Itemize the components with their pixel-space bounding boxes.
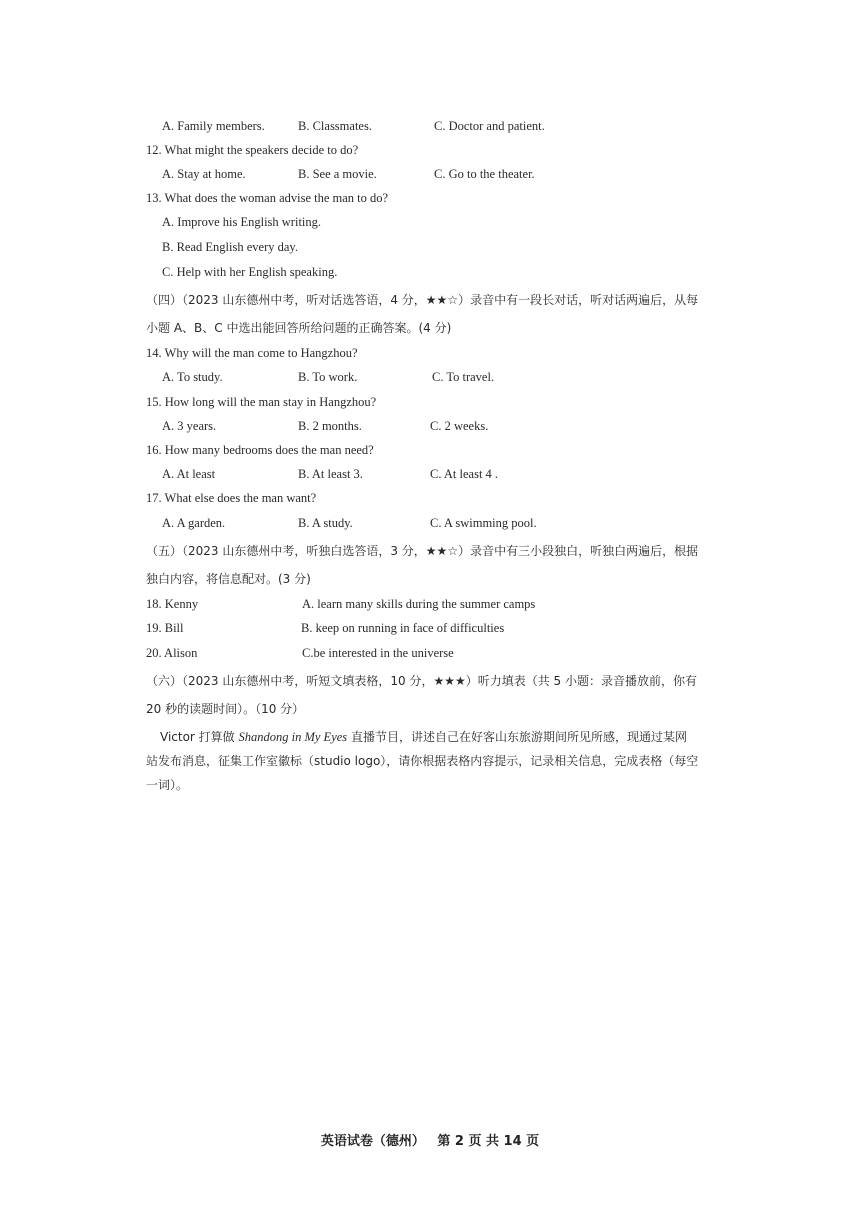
q16-option-b: B. At least 3. <box>298 467 363 481</box>
q12-stem: 12. What might the speakers decide to do? <box>146 143 359 157</box>
q11-option-c: C. Doctor and patient. <box>434 119 545 133</box>
q16-stem: 16. How many bedrooms does the man need? <box>146 443 374 457</box>
q12-option-c: C. Go to the theater. <box>434 167 535 181</box>
q13-stem: 13. What does the woman advise the man to do? <box>146 191 389 205</box>
q15-option-a: A. 3 years. <box>162 419 217 433</box>
passage-line3: 一词）。 <box>146 778 189 792</box>
q11-option-a: A. Family members. <box>162 119 265 133</box>
q15-option-c: C. 2 weeks. <box>430 419 489 433</box>
q14-option-b: B. To work. <box>298 370 358 384</box>
passage-show-title: Shandong in My Eyes <box>238 730 348 744</box>
q12-option-a: A. Stay at home. <box>162 167 246 181</box>
section4-instruction-line1: （四）（2023 山东德州中考，听对话选答语，4 分，★★☆）录音中有一段长对话，听对话两遍后，从每 <box>146 293 699 307</box>
match-option-b: B. keep on running in face of difficulties <box>301 621 505 635</box>
q15-stem: 15. How long will the man stay in Hangzhou? <box>146 395 377 409</box>
q14-option-c: C. To travel. <box>432 370 495 384</box>
match-option-a: A. learn many skills during the summer camps <box>302 597 536 611</box>
q13-option-c: C. Help with her English speaking. <box>162 265 338 279</box>
section6-instruction-line1: （六）（2023 山东德州中考，听短文填表格，10 分，★★★）听力填表（共 5 小题：录音播放前，你有 <box>146 674 697 688</box>
page-footer <box>0 1130 860 1149</box>
section6-instruction-line2: 20 秒的读题时间）。（10 分） <box>146 702 305 716</box>
passage-line1 <box>160 729 687 745</box>
footer-title: 英语试卷（德州） <box>320 1134 425 1149</box>
q16-option-a: A. At least <box>162 467 216 481</box>
q17-option-a: A. A garden. <box>162 516 226 530</box>
q11-option-b: B. Classmates. <box>298 119 372 133</box>
section5-instruction-line2: 独白内容，将信息配对。(3 分) <box>146 572 311 586</box>
footer-page-info: 第 2 页 共 14 页 <box>437 1134 540 1149</box>
match-name-18: 18. Kenny <box>146 597 199 611</box>
q14-option-a: A. To study. <box>162 370 223 384</box>
q14-stem: 14. Why will the man come to Hangzhou? <box>146 346 358 360</box>
q12-option-b: B. See a movie. <box>298 167 377 181</box>
q13-option-b: B. Read English every day. <box>162 240 298 254</box>
section5-instruction-line1: （五）（2023 山东德州中考，听独白选答语，3 分，★★☆）录音中有三小段独白，听独白两遍后，根据 <box>146 544 699 558</box>
match-name-20: 20. Alison <box>146 646 198 660</box>
q15-option-b: B. 2 months. <box>298 419 362 433</box>
passage-line1-rest: 直播节目，讲述自己在好客山东旅游期间所见所感，现通过某网 <box>347 730 687 744</box>
q17-option-b: B. A study. <box>298 516 353 530</box>
q16-option-c: C. At least 4 . <box>430 467 499 481</box>
passage-lead: Victor 打算做 <box>160 730 239 744</box>
section4-instruction-line2: 小题 A、B、C 中选出能回答所给问题的正确答案。(4 分) <box>146 321 452 335</box>
q17-option-c: C. A swimming pool. <box>430 516 537 530</box>
passage-line2: 站发布消息，征集工作室徽标（studio logo），请你根据表格内容提示，记录相关信息，完成表格（每空 <box>146 754 699 768</box>
match-name-19: 19. Bill <box>146 621 184 635</box>
q13-option-a: A. Improve his English writing. <box>162 215 322 229</box>
q17-stem: 17. What else does the man want? <box>146 491 317 505</box>
match-option-c: C.be interested in the universe <box>302 646 454 660</box>
